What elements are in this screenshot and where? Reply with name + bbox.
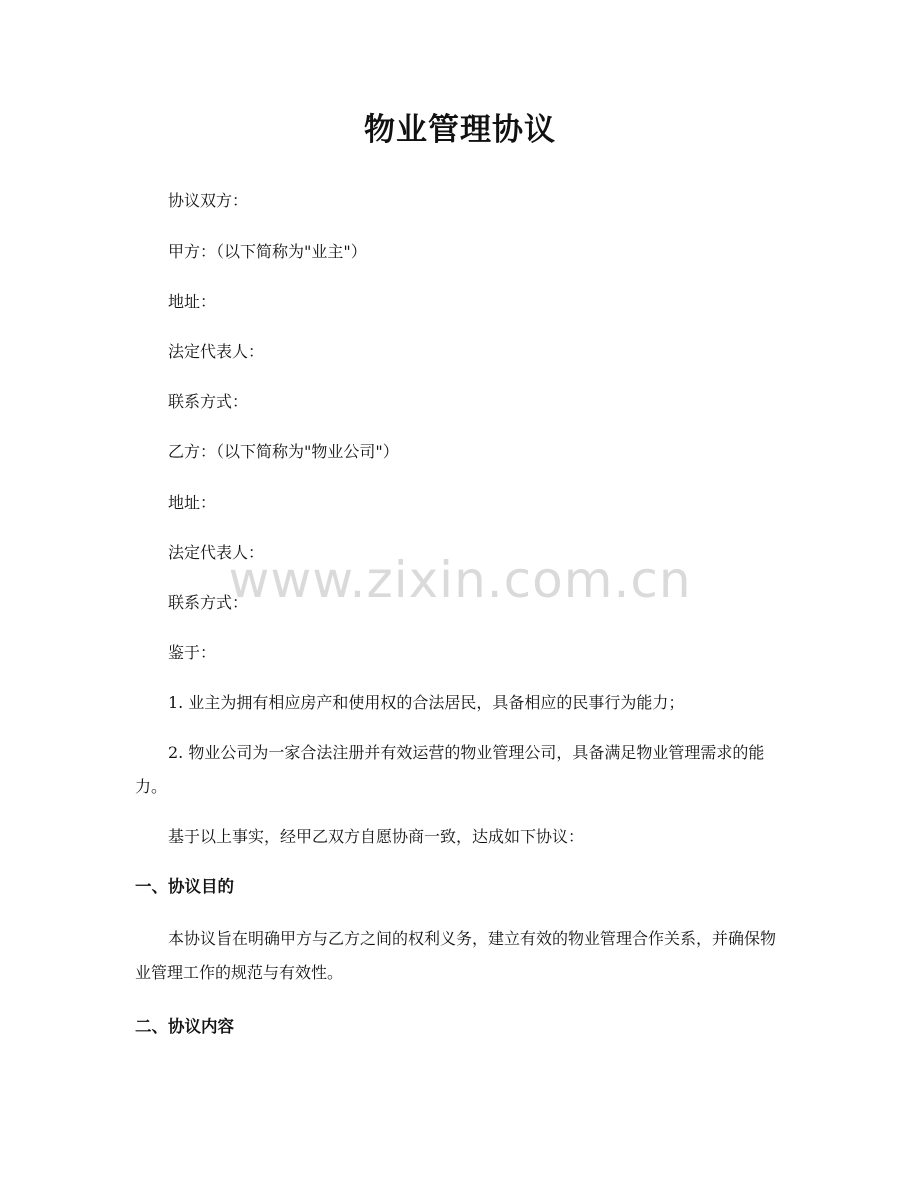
recital-1: 1. 业主为拥有相应房产和使用权的合法居民，具备相应的民事行为能力； (168, 693, 685, 712)
party-a-contact: 联系方式： (168, 392, 249, 411)
parties-label: 协议双方： (168, 191, 249, 210)
party-b-address: 地址： (168, 493, 217, 512)
section-1-body: 本协议旨在明确甲方与乙方之间的权利义务，建立有效的物业管理合作关系，并确保物业管理工作的规范与有效性。 (135, 929, 777, 982)
section-2-heading: 二、协议内容 (135, 1017, 234, 1036)
recital-2: 2. 物业公司为一家合法注册并有效运营的物业管理公司，具备满足物业管理需求的能力。 (135, 743, 765, 796)
agreement-statement: 基于以上事实，经甲乙双方自愿协商一致，达成如下协议： (168, 827, 585, 846)
whereas-label: 鉴于： (168, 643, 217, 662)
party-a-line: 甲方：（以下简称为"业主"） (168, 242, 367, 261)
party-b-contact: 联系方式： (168, 593, 249, 612)
watermark: www.zixin.com.cn (228, 551, 692, 609)
party-b-line: 乙方：（以下简称为"物业公司"） (168, 442, 399, 461)
document-title: 物业管理协议 (364, 112, 556, 148)
party-b-representative: 法定代表人： (168, 543, 265, 562)
section-1-heading: 一、协议目的 (135, 877, 234, 896)
party-a-representative: 法定代表人： (168, 342, 265, 361)
party-a-address: 地址： (168, 292, 217, 311)
